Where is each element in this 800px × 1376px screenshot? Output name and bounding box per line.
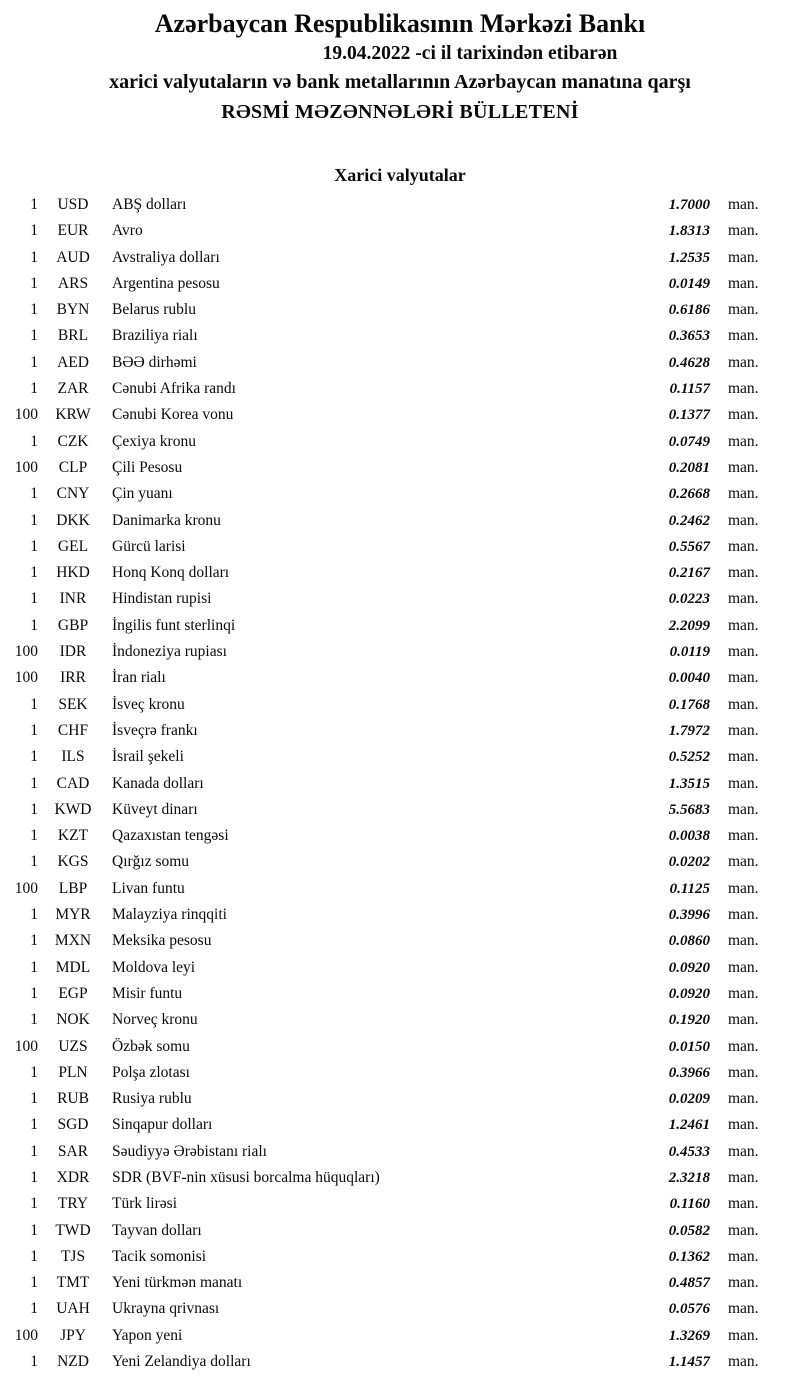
- row-rate-value: 1.1457: [668, 1354, 710, 1371]
- row-currency-code: TMT: [56, 1274, 90, 1292]
- row-currency-code: ARS: [57, 274, 89, 292]
- row-currency-code: MDL: [55, 958, 91, 976]
- row-rate-value: 0.0119: [669, 644, 710, 661]
- table-row: [0, 245, 800, 271]
- row-currency-code: GEL: [57, 537, 89, 555]
- row-quantity: 1: [30, 511, 38, 529]
- row-currency-name: İsveçrə frankı: [112, 721, 198, 739]
- row-unit-label: man.: [728, 327, 759, 345]
- row-quantity: 1: [30, 590, 38, 608]
- row-rate-value: 0.3996: [668, 907, 710, 924]
- row-currency-name: Livan funtu: [112, 879, 185, 897]
- row-currency-name: Avstraliya dolları: [112, 248, 220, 266]
- row-unit-label: man.: [728, 380, 759, 398]
- row-rate-value: 0.1125: [669, 880, 710, 897]
- row-unit-label: man.: [728, 827, 759, 845]
- table-row: [0, 771, 800, 797]
- table-row: [0, 744, 800, 770]
- bulletin-title: RƏSMİ MƏZƏNNƏLƏRİ BÜLLETENİ: [221, 101, 579, 123]
- row-unit-label: man.: [728, 1353, 759, 1371]
- row-quantity: 1: [30, 1353, 38, 1371]
- row-unit-label: man.: [728, 274, 759, 292]
- row-currency-code: SGD: [57, 1116, 89, 1134]
- table-row: [0, 797, 800, 823]
- row-quantity: 1: [30, 274, 38, 292]
- row-rate-value: 0.1920: [668, 1012, 710, 1029]
- row-quantity: 1: [30, 248, 38, 266]
- row-rate-value: 0.0209: [668, 1091, 710, 1108]
- row-currency-code: JPY: [60, 1326, 86, 1344]
- row-currency-code: USD: [57, 196, 89, 213]
- row-rate-value: 1.3515: [668, 775, 710, 792]
- table-row: [0, 218, 800, 244]
- row-currency-code: CAD: [56, 774, 90, 792]
- row-rate-value: 2.3218: [668, 1169, 710, 1186]
- row-unit-label: man.: [728, 721, 759, 739]
- row-rate-value: 0.0040: [668, 670, 710, 687]
- row-currency-code: TWD: [55, 1221, 91, 1239]
- row-rate-value: 0.1768: [668, 696, 710, 713]
- row-currency-name: Braziliya rialı: [112, 327, 198, 345]
- row-rate-value: 1.7972: [668, 722, 710, 739]
- row-currency-code: NOK: [56, 1011, 90, 1029]
- row-quantity: 100: [14, 879, 38, 897]
- row-rate-value: 0.4628: [668, 354, 710, 371]
- row-rate-value: 0.2081: [668, 459, 710, 476]
- row-currency-code: AUD: [56, 248, 90, 266]
- row-unit-label: man.: [728, 1274, 759, 1292]
- row-unit-label: man.: [728, 1195, 759, 1213]
- row-currency-name: Norveç kronu: [112, 1011, 198, 1029]
- table-row: [0, 271, 800, 297]
- row-currency-code: XDR: [56, 1168, 90, 1186]
- row-quantity: 1: [30, 853, 38, 871]
- row-rate-value: 0.0202: [668, 854, 710, 871]
- row-currency-name: Misir funtu: [112, 984, 183, 1002]
- table-row: [0, 1191, 800, 1217]
- table-row: [0, 376, 800, 402]
- row-rate-value: 0.0149: [668, 275, 710, 292]
- row-currency-code: SEK: [58, 695, 88, 713]
- row-unit-label: man.: [728, 1063, 759, 1081]
- row-unit-label: man.: [728, 432, 759, 450]
- row-rate-value: 0.4533: [668, 1143, 710, 1160]
- row-currency-code: GBP: [57, 616, 89, 634]
- row-rate-value: 0.1160: [669, 1196, 710, 1213]
- table-row: [0, 902, 800, 928]
- row-unit-label: man.: [728, 1011, 759, 1029]
- row-currency-name: Polşa zlotası: [112, 1063, 190, 1081]
- row-unit-label: man.: [728, 1326, 759, 1344]
- row-currency-name: Moldova leyi: [112, 958, 196, 976]
- row-rate-value: 0.0576: [668, 1301, 710, 1318]
- table-row: [0, 429, 800, 455]
- row-currency-code: KRW: [55, 406, 91, 424]
- row-quantity: 1: [30, 695, 38, 713]
- row-rate-value: 1.2461: [668, 1117, 710, 1134]
- row-currency-name: Səudiyyə Ərəbistanı rialı: [112, 1142, 267, 1160]
- row-currency-code: INR: [59, 590, 87, 608]
- table-row: [0, 692, 800, 718]
- row-currency-name: İsrail şekeli: [112, 748, 184, 766]
- table-row: [0, 323, 800, 349]
- row-unit-label: man.: [728, 695, 759, 713]
- row-currency-code: KGS: [57, 853, 89, 871]
- row-quantity: 1: [30, 1221, 38, 1239]
- row-currency-code: UZS: [58, 1037, 88, 1055]
- row-currency-name: Argentina pesosu: [112, 274, 220, 292]
- row-rate-value: 5.5683: [668, 801, 710, 818]
- table-row: [0, 1007, 800, 1033]
- row-quantity: 1: [30, 1063, 38, 1081]
- row-quantity: 1: [30, 1116, 38, 1134]
- row-currency-code: IDR: [59, 643, 87, 661]
- table-row: [0, 928, 800, 954]
- table-row: [0, 1270, 800, 1296]
- row-currency-code: BRL: [57, 327, 89, 345]
- row-quantity: 1: [30, 1168, 38, 1186]
- row-unit-label: man.: [728, 1168, 759, 1186]
- row-quantity: 1: [30, 1195, 38, 1213]
- row-currency-name: Qırğız somu: [112, 853, 190, 871]
- row-currency-name: ABŞ dolları: [112, 196, 187, 213]
- table-row: [0, 1112, 800, 1138]
- row-rate-value: 1.3269: [668, 1327, 710, 1344]
- row-quantity: 1: [30, 1300, 38, 1318]
- row-quantity: 1: [30, 537, 38, 555]
- row-unit-label: man.: [728, 616, 759, 634]
- row-quantity: 1: [30, 1247, 38, 1265]
- row-rate-value: 0.3966: [668, 1064, 710, 1081]
- row-unit-label: man.: [728, 643, 759, 661]
- row-currency-name: Belarus rublu: [112, 301, 196, 319]
- table-row: [0, 508, 800, 534]
- row-quantity: 1: [30, 1011, 38, 1029]
- row-quantity: 1: [30, 353, 38, 371]
- row-currency-name: İngilis funt sterlinqi: [112, 616, 236, 634]
- row-quantity: 100: [14, 1326, 38, 1344]
- subject-line: xarici valyutaların və bank metallarının Azərbaycan manatına qarşı: [109, 71, 691, 93]
- row-currency-code: ILS: [61, 748, 85, 766]
- row-currency-code: MYR: [55, 906, 91, 924]
- row-unit-label: man.: [728, 511, 759, 529]
- row-currency-code: IRR: [60, 669, 86, 687]
- row-currency-code: CZK: [57, 432, 89, 450]
- row-unit-label: man.: [728, 669, 759, 687]
- row-rate-value: 1.8313: [668, 223, 710, 240]
- row-currency-name: Çexiya kronu: [112, 432, 196, 450]
- row-rate-value: 0.2167: [668, 565, 710, 582]
- row-currency-name: Tacik somonisi: [112, 1247, 207, 1265]
- row-currency-name: Qazaxıstan tengəsi: [112, 827, 229, 845]
- row-currency-name: BƏƏ dirhəmi: [112, 353, 197, 371]
- row-quantity: 1: [30, 1142, 38, 1160]
- row-currency-name: Özbək somu: [112, 1037, 190, 1055]
- row-unit-label: man.: [728, 984, 759, 1002]
- row-currency-code: ZAR: [57, 380, 89, 398]
- row-quantity: 1: [30, 958, 38, 976]
- row-currency-name: Ukrayna qrivnası: [112, 1300, 220, 1318]
- row-rate-value: 0.0223: [668, 591, 710, 608]
- table-row: [0, 665, 800, 691]
- row-unit-label: man.: [728, 458, 759, 476]
- table-row: [0, 481, 800, 507]
- row-currency-code: MXN: [54, 932, 92, 950]
- row-unit-label: man.: [728, 1300, 759, 1318]
- row-unit-label: man.: [728, 301, 759, 319]
- row-quantity: 100: [14, 643, 38, 661]
- table-row: [0, 1323, 800, 1349]
- row-currency-code: DKK: [56, 511, 90, 529]
- table-row: [0, 1165, 800, 1191]
- row-quantity: 1: [30, 564, 38, 582]
- row-currency-code: CLP: [58, 458, 88, 476]
- row-unit-label: man.: [728, 222, 759, 240]
- rates-table: [0, 192, 800, 1375]
- row-rate-value: 0.0920: [668, 985, 710, 1002]
- row-quantity: 1: [30, 196, 38, 213]
- row-currency-name: Sinqapur dolları: [112, 1116, 213, 1134]
- row-currency-name: Cənubi Korea vonu: [112, 406, 234, 424]
- row-currency-code: CNY: [56, 485, 90, 503]
- table-row: [0, 718, 800, 744]
- row-rate-value: 0.4857: [668, 1275, 710, 1292]
- table-row: [0, 849, 800, 875]
- table-row: [0, 613, 800, 639]
- row-unit-label: man.: [728, 485, 759, 503]
- table-row: [0, 350, 800, 376]
- table-row: [0, 1086, 800, 1112]
- table-row: [0, 1139, 800, 1165]
- row-currency-code: SAR: [57, 1142, 89, 1160]
- row-unit-label: man.: [728, 1221, 759, 1239]
- row-currency-code: CHF: [57, 721, 89, 739]
- row-currency-code: AED: [57, 353, 89, 371]
- row-rate-value: 0.0920: [668, 959, 710, 976]
- row-currency-code: KWD: [54, 800, 92, 818]
- row-currency-name: Çili Pesosu: [112, 458, 183, 476]
- row-unit-label: man.: [728, 932, 759, 950]
- bank-name-title: Azərbaycan Respublikasının Mərkəzi Bankı: [154, 9, 646, 38]
- row-unit-label: man.: [728, 353, 759, 371]
- row-quantity: 1: [30, 1090, 38, 1108]
- row-rate-value: 0.5252: [668, 749, 710, 766]
- table-row: [0, 455, 800, 481]
- row-quantity: 1: [30, 827, 38, 845]
- table-row: [0, 297, 800, 323]
- row-currency-name: Yeni Zelandiya dolları: [112, 1353, 251, 1371]
- row-rate-value: 0.1157: [669, 381, 710, 398]
- row-currency-name: Meksika pesosu: [112, 932, 212, 950]
- row-currency-name: Yeni türkmən manatı: [112, 1274, 243, 1292]
- row-unit-label: man.: [728, 853, 759, 871]
- row-unit-label: man.: [728, 590, 759, 608]
- row-quantity: 1: [30, 1274, 38, 1292]
- row-currency-name: Yapon yeni: [112, 1326, 183, 1344]
- row-rate-value: 1.2535: [668, 249, 710, 266]
- row-quantity: 1: [30, 432, 38, 450]
- row-quantity: 1: [30, 748, 38, 766]
- row-unit-label: man.: [728, 958, 759, 976]
- row-currency-name: Danimarka kronu: [112, 511, 221, 529]
- row-currency-code: EGP: [58, 984, 88, 1002]
- row-currency-name: İsveç kronu: [112, 695, 185, 713]
- row-unit-label: man.: [728, 1247, 759, 1265]
- row-rate-value: 0.0860: [668, 933, 710, 950]
- table-row: [0, 560, 800, 586]
- row-unit-label: man.: [728, 774, 759, 792]
- row-currency-code: EUR: [57, 222, 89, 240]
- row-quantity: 1: [30, 222, 38, 240]
- row-rate-value: 0.0038: [668, 828, 710, 845]
- row-rate-value: 0.1362: [668, 1248, 710, 1265]
- row-quantity: 1: [30, 721, 38, 739]
- row-currency-name: Küveyt dinarı: [112, 800, 198, 818]
- table-row: [0, 192, 800, 218]
- row-unit-label: man.: [728, 537, 759, 555]
- row-currency-name: Cənubi Afrika randı: [112, 380, 236, 398]
- table-row: [0, 955, 800, 981]
- row-unit-label: man.: [728, 564, 759, 582]
- row-currency-name: Gürcü larisi: [112, 537, 186, 555]
- row-rate-value: 0.0150: [668, 1038, 710, 1055]
- row-rate-value: 0.2462: [668, 512, 710, 529]
- bulletin-header: [0, 0, 800, 127]
- row-currency-code: PLN: [58, 1063, 88, 1081]
- row-quantity: 100: [14, 406, 38, 424]
- table-row: [0, 1060, 800, 1086]
- table-row: [0, 586, 800, 612]
- row-currency-name: Kanada dolları: [112, 774, 204, 792]
- table-row: [0, 534, 800, 560]
- section-title-foreign-currencies: Xarici valyutalar: [334, 165, 466, 185]
- table-row: [0, 1349, 800, 1375]
- row-quantity: 100: [14, 669, 38, 687]
- row-unit-label: man.: [728, 1090, 759, 1108]
- row-currency-name: Türk lirəsi: [112, 1195, 177, 1213]
- table-row: [0, 823, 800, 849]
- table-row: [0, 639, 800, 665]
- row-currency-code: NZD: [57, 1353, 89, 1371]
- row-rate-value: 1.7000: [668, 197, 710, 213]
- row-quantity: 100: [14, 458, 38, 476]
- row-unit-label: man.: [728, 879, 759, 897]
- row-rate-value: 0.0749: [668, 433, 710, 450]
- row-currency-code: UAH: [56, 1300, 90, 1318]
- row-currency-code: RUB: [57, 1090, 89, 1108]
- row-quantity: 1: [30, 984, 38, 1002]
- row-unit-label: man.: [728, 748, 759, 766]
- row-quantity: 1: [30, 906, 38, 924]
- row-quantity: 1: [30, 932, 38, 950]
- row-rate-value: 2.2099: [668, 617, 710, 634]
- effective-date-line: 19.04.2022 -ci il tarixindən etibarən: [322, 43, 618, 64]
- row-quantity: 1: [30, 301, 38, 319]
- row-currency-code: BYN: [56, 301, 90, 319]
- table-row: [0, 1218, 800, 1244]
- row-currency-code: HKD: [56, 564, 90, 582]
- row-rate-value: 0.2668: [668, 486, 710, 503]
- row-currency-name: Rusiya rublu: [112, 1090, 192, 1108]
- row-rate-value: 0.0582: [668, 1222, 710, 1239]
- row-unit-label: man.: [728, 1142, 759, 1160]
- row-currency-code: KZT: [57, 827, 89, 845]
- row-quantity: 1: [30, 616, 38, 634]
- row-currency-name: Malayziya rinqqiti: [112, 906, 227, 924]
- row-quantity: 100: [14, 1037, 38, 1055]
- row-rate-value: 0.6186: [668, 302, 710, 319]
- table-row: [0, 402, 800, 428]
- row-currency-name: İran rialı: [112, 669, 166, 687]
- row-currency-name: Çin yuanı: [112, 485, 173, 503]
- row-currency-name: İndoneziya rupiası: [112, 643, 227, 661]
- row-unit-label: man.: [728, 906, 759, 924]
- row-unit-label: man.: [728, 1037, 759, 1055]
- row-currency-code: LBP: [58, 879, 88, 897]
- table-row: [0, 1244, 800, 1270]
- row-rate-value: 0.3653: [668, 328, 710, 345]
- row-quantity: 1: [30, 327, 38, 345]
- row-quantity: 1: [30, 485, 38, 503]
- row-currency-code: TRY: [57, 1195, 89, 1213]
- row-rate-value: 0.1377: [668, 407, 710, 424]
- table-row: [0, 981, 800, 1007]
- row-unit-label: man.: [728, 248, 759, 266]
- table-row: [0, 1034, 800, 1060]
- row-unit-label: man.: [728, 1116, 759, 1134]
- row-currency-name: Tayvan dolları: [112, 1221, 202, 1239]
- row-rate-value: 0.5567: [668, 538, 710, 555]
- row-unit-label: man.: [728, 196, 759, 213]
- table-row: [0, 1296, 800, 1322]
- row-currency-name: SDR (BVF-nin xüsusi borcalma hüquqları): [112, 1168, 380, 1186]
- row-currency-name: Honq Konq dolları: [112, 564, 230, 582]
- row-quantity: 1: [30, 380, 38, 398]
- row-unit-label: man.: [728, 800, 759, 818]
- table-row: [0, 876, 800, 902]
- row-unit-label: man.: [728, 406, 759, 424]
- row-currency-code: TJS: [60, 1247, 86, 1265]
- row-currency-name: Avro: [112, 222, 143, 240]
- row-currency-name: Hindistan rupisi: [112, 590, 212, 608]
- row-quantity: 1: [30, 800, 38, 818]
- row-quantity: 1: [30, 774, 38, 792]
